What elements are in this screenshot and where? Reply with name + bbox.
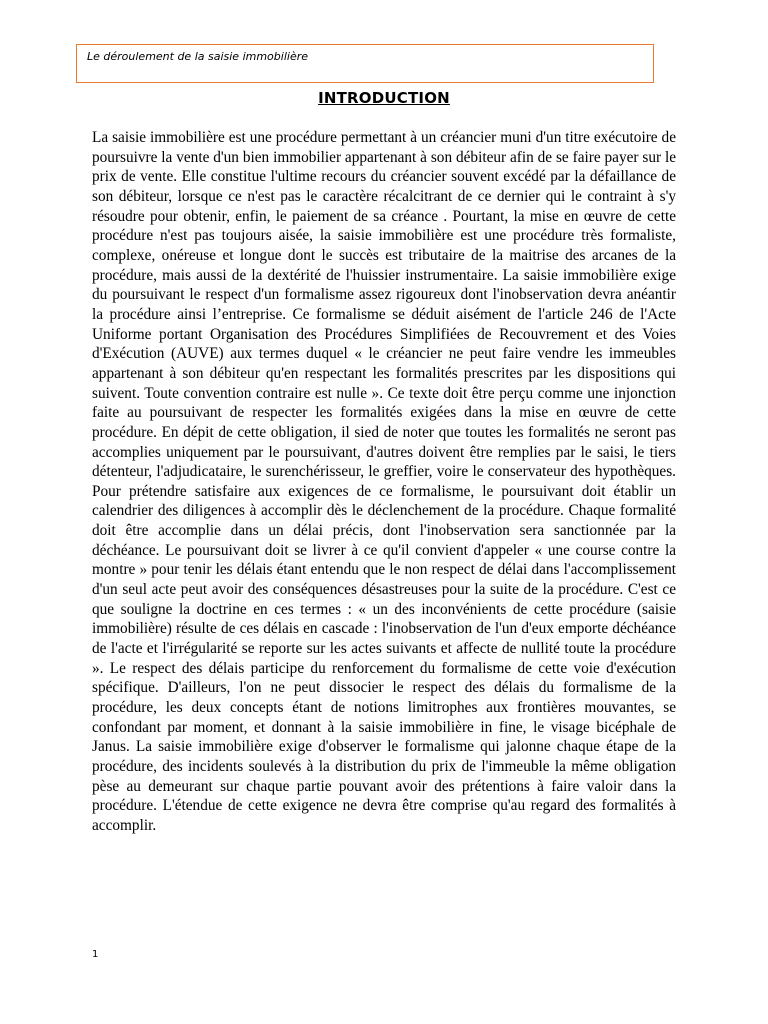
running-header-title: Le déroulement de la saisie immobilière bbox=[87, 50, 308, 63]
body-paragraph: La saisie immobilière est une procédure permettant à un créancier muni d'un titre exécutoire de poursuivre la vente d'un bien immobilier appartenant à son débiteur afin de se faire payer sur le prix de vente. Elle constitue l'ultime recours du créancier souvent excédé par la défaillance de son débiteur, lorsque ce n'est pas le caractère récalcitrant de ce dernier qui le contraint à s'y résoudre pour obtenir, enfin, le paiement de sa créance . Pourtant, la mise en œuvre de cette procédure n'est pas toujours aisée, la saisie immobilière est une procédure très formaliste, complexe, onéreuse et longue dont le succès est tributaire de la maitrise des arcanes de la procédure, mais aussi de la dextérité de l'huissier instrumentaire. La saisie immobilière exige du poursuivant le respect d'un formalisme assez rigoureux dont l'inobservation devra anéantir la procédure ainsi l’entreprise. Ce formalisme se déduit aisément de l'article 246 de l'Acte Uniforme portant Organisation des Procédures Simplifiées de Recouvrement et des Voies d'Exécution (AUVE) aux termes duquel « le créancier ne peut faire vendre les immeubles appartenant à son débiteur qu'en respectant les formalités prescrites par les dispositions qui suivent. Toute convention contraire est nulle ». Ce texte doit être perçu comme une injonction faite au poursuivant de respecter les formalités exigées dans la mise en œuvre de cette procédure. En dépit de cette obligation, il sied de noter que toutes les formalités ne seront pas accomplies uniquement par le poursuivant, d'autres doivent être remplies par le saisi, le tiers détenteur, l'adjudicataire, le surenchérisseur, le greffier, voire le conservateur des hypothèques. Pour prétendre satisfaire aux exigences de ce formalisme, le poursuivant doit établir un calendrier des diligences à accomplir dès le déclenchement de la procédure. Chaque formalité doit être accomplie dans un délai précis, dont l'inobservation sera sanctionnée par la déchéance. Le poursuivant doit se livrer à ce qu'il convient d'appeler « une course contre la montre » pour tenir les délais étant entendu que le non respect de délai dans l'accomplissement d'un seul acte peut avoir des conséquences désastreuses pour la suite de la procédure. C'est ce que souligne la doctrine en ces termes : « un des inconvénients de cette procédure (saisie immobilière) résulte de ces délais en cascade : l'inobservation de l'un d'eux emporte déchéance de l'acte et l'irrégularité se reporte sur les actes suivants et affecte de nullité toute la procédure ». Le respect des délais participe du renforcement du formalisme de cette voie d'exécution spécifique. D'ailleurs, l'on ne peut dissocier le respect des délais du formalisme de la procédure, les deux concepts étant de notions limitrophes aux frontières mouvantes, se confondant par moment, et donnant à la saisie immobilière in fine, le visage bicéphale de Janus. La saisie immobilière exige d'observer le formalisme qui jalonne chaque étape de la procédure, des incidents soulevés à la distribution du prix de l'immeuble la même obligation pèse au demeurant sur chaque partie pouvant avoir des prétentions à faire valoir dans la procédure. L'étendue de cette exigence ne devra être comprise qu'au regard des formalités à accomplir. bbox=[92, 129, 676, 834]
section-title: INTRODUCTION bbox=[318, 89, 450, 107]
running-header bbox=[76, 44, 654, 83]
page-number: 1 bbox=[92, 949, 99, 960]
